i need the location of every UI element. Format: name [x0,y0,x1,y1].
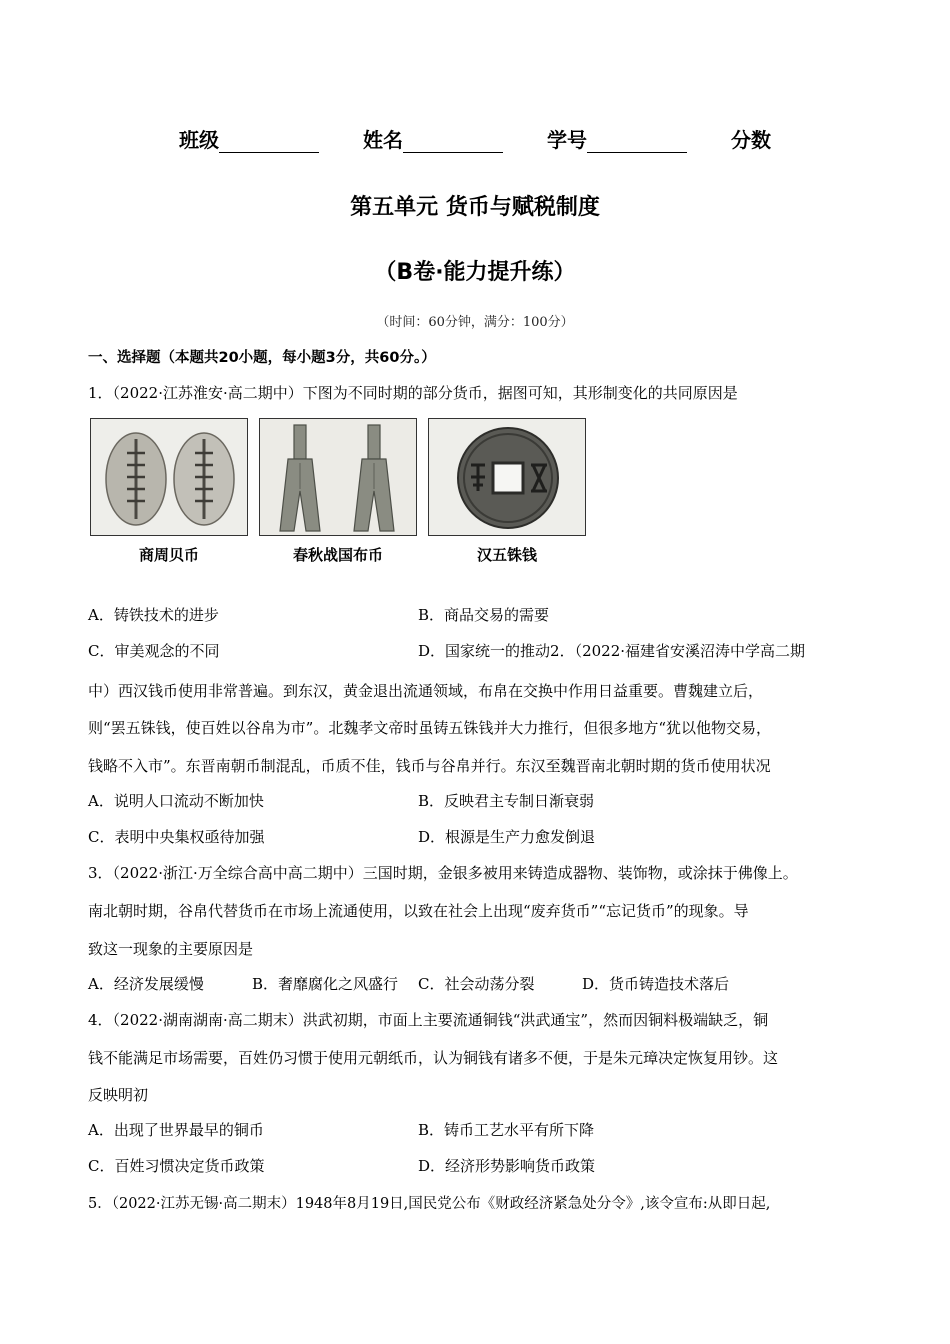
q2-option-a[interactable]: A．说明人口流动不断加快 [88,792,264,810]
caption-spade-coin: 春秋战国布币 [292,546,383,564]
q3-line-2: 南北朝时期，谷帛代替货币在市场上流通使用，以致在社会上出现“废弃货币”“忘记货币”的现象。导 [88,902,749,920]
section-heading: 一、选择题（本题共20小题，每小题3分，共60分。） [88,350,436,366]
q1-stem: 1．（2022·江苏淮安·高二期中）下图为不同时期的部分货币，据图可知，其形制变化的共同原因是 [88,384,738,402]
q1-option-a[interactable]: A．铸铁技术的进步 [88,606,219,624]
q1-option-b[interactable]: B．商品交易的需要 [418,606,550,624]
q3-option-c[interactable]: C．社会动荡分裂 [418,975,535,993]
q1-option-d[interactable] [418,640,805,661]
q4-line-3: 反映明初 [88,1086,149,1104]
q2-line-3: 钱略不入市”。东晋南朝币制混乱，币质不佳，钱币与谷帛并行。东汉至魏晋南北朝时期的货币使用状况 [88,757,771,775]
q4-option-a[interactable]: A．出现了世界最早的铜币 [88,1121,264,1139]
id-blank[interactable] [587,130,687,153]
q2-line-1: 中）西汉钱币使用非常普遍。到东汉，黄金退出流通领域，布帛在交换中作用日益重要。曹魏建立后， [88,682,764,700]
wuzhu-coin-image [428,418,586,536]
caption-wuzhu-coin: 汉五铢钱 [476,546,537,564]
name-label: 姓名 [363,128,403,152]
q2-option-c[interactable]: C．表明中央集权亟待加强 [88,828,265,846]
exam-note: （时间：60分钟，满分：100分） [376,315,574,330]
q4-line-2: 钱不能满足市场需要，百姓仍习惯于使用元朝纸币，认为铜钱有诸多不便，于是朱元璋决定恢复用钞。这 [88,1049,779,1067]
caption-shell-coin: 商周贝币 [138,546,199,564]
score-label: 分数 [731,128,771,152]
q4-option-c[interactable]: C．百姓习惯决定货币政策 [88,1157,265,1175]
q3-line-3: 致这一现象的主要原因是 [88,940,254,958]
q2-stem-start: 2．（2022·福建省安溪沼涛中学高二期 [550,642,806,660]
q2-option-d[interactable]: D．根源是生产力愈发倒退 [418,828,596,846]
class-blank[interactable] [219,130,319,153]
q4-option-d[interactable]: D．经济形势影响货币政策 [418,1157,596,1175]
spade-coin-image [259,418,417,536]
q1-option-c[interactable]: C．审美观念的不同 [88,642,220,660]
page-subtitle: （B卷·能力提升练） [374,260,576,285]
class-label: 班级 [179,128,219,152]
q2-option-b[interactable]: B．反映君主专制日渐衰弱 [418,792,595,810]
q5-line-1: 5．（2022·江苏无锡·高二期末）1948年8月19日,国民党公布《财政经济紧急处分令》,该令宣布:从即日起, [88,1196,771,1212]
page-title: 第五单元 货币与赋税制度 [350,195,600,220]
q3-option-a[interactable]: A．经济发展缓慢 [88,975,204,993]
student-info-header [0,124,950,153]
q3-line-1: 3．（2022·浙江·万全综合高中高二期中）三国时期，金银多被用来铸造成器物、装饰物，或涂抹于佛像上。 [88,864,798,882]
q3-option-d[interactable]: D．货币铸造技术落后 [582,975,730,993]
shell-coin-image [90,418,248,536]
q1-option-d-text: D．国家统一的推动 [418,642,551,660]
name-blank[interactable] [403,130,503,153]
id-label: 学号 [547,128,587,152]
q4-line-1: 4．（2022·湖南湖南·高二期末）洪武初期，市面上主要流通铜钱“洪武通宝”，然而因铜料极端缺乏，铜 [88,1011,769,1029]
q2-line-2: 则“罢五铢钱，使百姓以谷帛为市”。北魏孝文帝时虽铸五铢钱并大力推行，但很多地方“犹以他物交易， [88,719,772,737]
q3-option-b[interactable]: B．奢靡腐化之风盛行 [252,975,399,993]
q4-option-b[interactable]: B．铸币工艺水平有所下降 [418,1121,595,1139]
